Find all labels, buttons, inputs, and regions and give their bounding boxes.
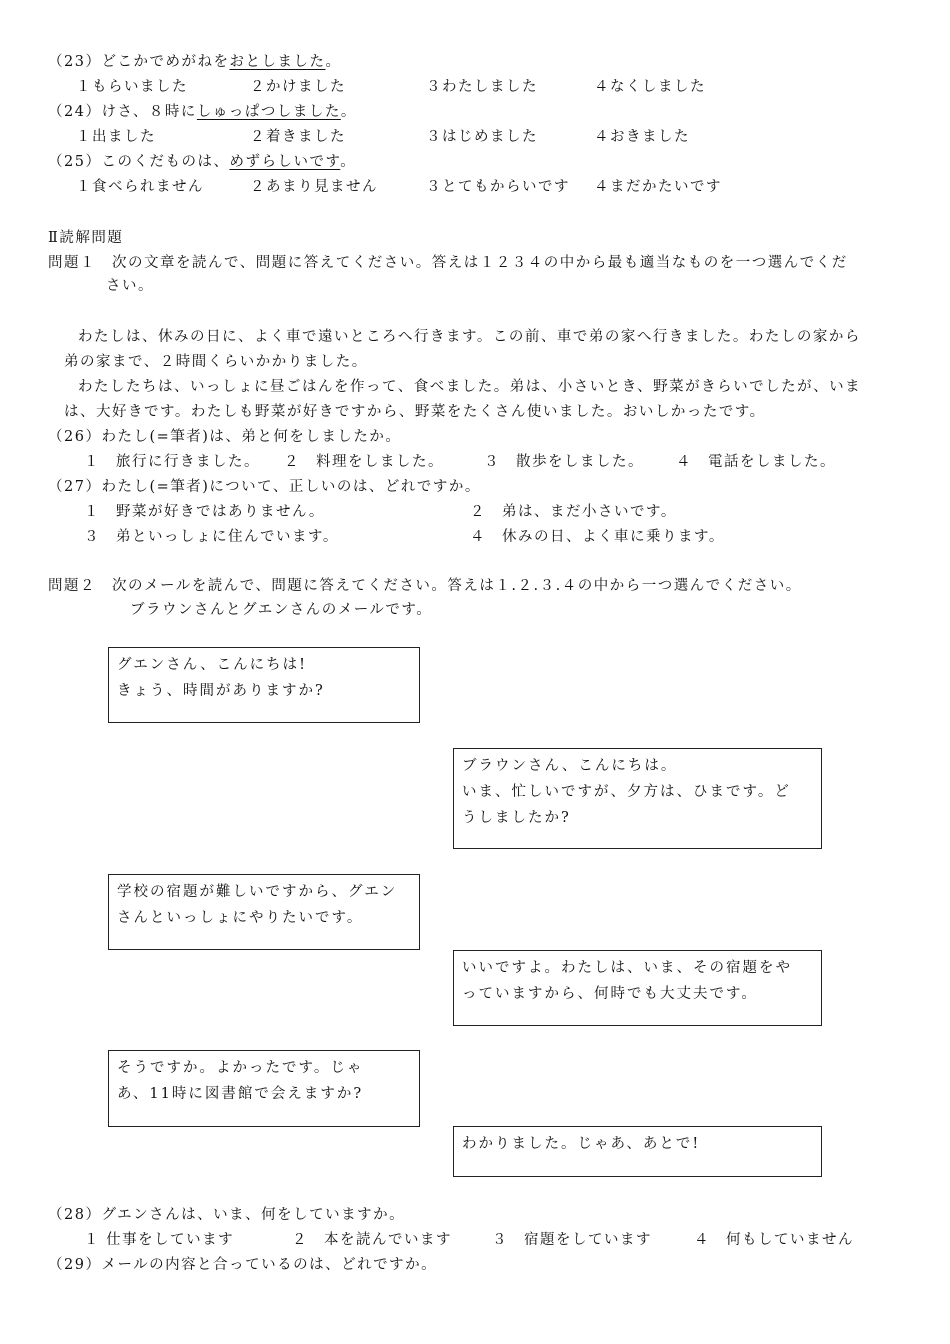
section-title: Ⅱ読解問題 [48,230,124,246]
mail-line: さんといっしょにやりたいです。 [117,910,364,926]
question-number: （25） [48,154,102,170]
question-number: （26） [48,429,102,445]
mail-nguyen-3 [453,1126,822,1177]
punctuation: 。 [325,54,342,70]
underlined-word: おとしました [229,54,326,70]
question-28 [48,1205,405,1225]
option-3[interactable]: ３はじめました [426,129,538,145]
question-number: （27） [48,479,102,495]
question-text: わたし(=筆者)について、正しいのは、どれですか。 [101,479,481,495]
option-2[interactable]: ２かけました [250,79,346,95]
option-3[interactable]: ３わたしました [426,79,538,95]
option-2[interactable]: ２着きました [250,129,346,145]
underlined-word: めずらしいです [229,154,341,170]
question-number: （29） [48,1257,102,1273]
option-4[interactable]: ４ 休みの日、よく車に乗ります。 [470,529,725,545]
mondai1-instruction: 問題１ 次の文章を読んで、問題に答えてください。答えは１２３４の中から最も適当なものを一つ選んでくだ [48,255,848,271]
question-text: メールの内容と合っているのは、どれですか。 [101,1257,438,1273]
option-4[interactable]: ４ 電話をしました。 [676,454,836,470]
mail-line: わかりました。じゃあ、あとで! [462,1136,701,1152]
option-3[interactable]: ３ 散歩をしました。 [484,454,644,470]
question-29 [48,1255,437,1275]
question-text: わたし(=筆者)は、弟と何をしましたか。 [101,429,402,445]
passage-line: 弟の家まで、２時間くらいかかりました。 [64,354,368,370]
passage-line: は、大好きです。わたしも野菜が好きですから、野菜をたくさん使いました。おいしかったです。 [64,404,766,420]
option-1[interactable]: １もらいました [76,79,188,95]
option-2[interactable]: ２ 弟は、まだ小さいです。 [470,504,677,520]
option-3[interactable]: ３ 宿題をしています [492,1232,652,1248]
option-1[interactable]: １ 仕事をしています [84,1232,235,1248]
mail-line: っていますから、何時でも大丈夫です。 [462,986,758,1002]
question-27 [48,477,481,497]
question-number: （28） [48,1207,102,1223]
option-2[interactable]: ２あまり見ません [250,179,378,195]
question-text: このくだものは、 [101,154,230,170]
option-3[interactable]: ３ 弟といっしょに住んでいます。 [84,529,339,545]
mail-line: そうですか。よかったです。じゃ [117,1060,364,1076]
option-3[interactable]: ３とてもからいです [426,179,570,195]
mail-line: ブラウンさん、こんにちは。 [462,758,678,774]
mondai1-instruction-cont: さい。 [106,278,154,294]
mail-line: 学校の宿題が難しいですから、グエン [117,884,398,900]
punctuation: 。 [340,154,357,170]
mail-line: うしましたか? [462,810,571,826]
question-text: グエンさんは、いま、何をしていますか。 [101,1207,406,1223]
option-4[interactable]: ４ 何もしていません [694,1232,854,1248]
option-4[interactable]: ４まだかたいです [594,179,722,195]
mail-line: いま、忙しいですが、夕方は、ひまです。ど [462,784,791,800]
option-4[interactable]: ４おきました [594,129,690,145]
option-1[interactable]: １ 野菜が好きではありません。 [84,504,325,520]
mail-line: あ、11時に図書館で会えますか? [117,1086,364,1102]
mondai2-subtitle: ブラウンさんとグエンさんのメールです。 [130,602,433,618]
option-4[interactable]: ４なくしました [594,79,706,95]
mail-brown-1 [108,647,420,723]
question-24 [48,102,357,122]
punctuation: 。 [340,104,357,120]
question-26 [48,427,401,447]
mail-line: きょう、時間がありますか? [117,683,325,699]
underlined-word: しゅっぱつしました [196,104,341,120]
mail-brown-2 [108,874,420,950]
question-number: （23） [48,54,102,70]
option-1[interactable]: １ 旅行に行きました。 [84,454,260,470]
question-text: けさ、８時に [101,104,197,120]
mail-nguyen-2 [453,950,822,1026]
passage-line: わたしは、休みの日に、よく車で遠いところへ行きます。この前、車で弟の家へ行きました。わたしの家から [78,329,861,345]
mail-line: いいですよ。わたしは、いま、その宿題をや [462,960,792,976]
mondai2-instruction: 問題２ 次のメールを読んで、問題に答えてください。答えは１.２.３.４の中から一つ選んでください。 [48,578,802,594]
option-1[interactable]: １出ました [76,129,156,145]
option-2[interactable]: ２ 本を読んでいます [292,1232,452,1248]
question-text: どこかでめがねを [101,54,230,70]
passage-line: わたしたちは、いっしょに昼ごはんを作って、食べました。弟は、小さいとき、野菜がきらいでしたが、いま [78,379,862,395]
question-23 [48,52,341,72]
mail-nguyen-1 [453,748,822,849]
question-25 [48,152,356,172]
option-2[interactable]: ２ 料理をしました。 [284,454,444,470]
option-1[interactable]: １食べられません [76,179,204,195]
mail-line: グエンさん、こんにちは! [117,657,307,673]
question-number: （24） [48,104,102,120]
mail-brown-3 [108,1050,420,1127]
